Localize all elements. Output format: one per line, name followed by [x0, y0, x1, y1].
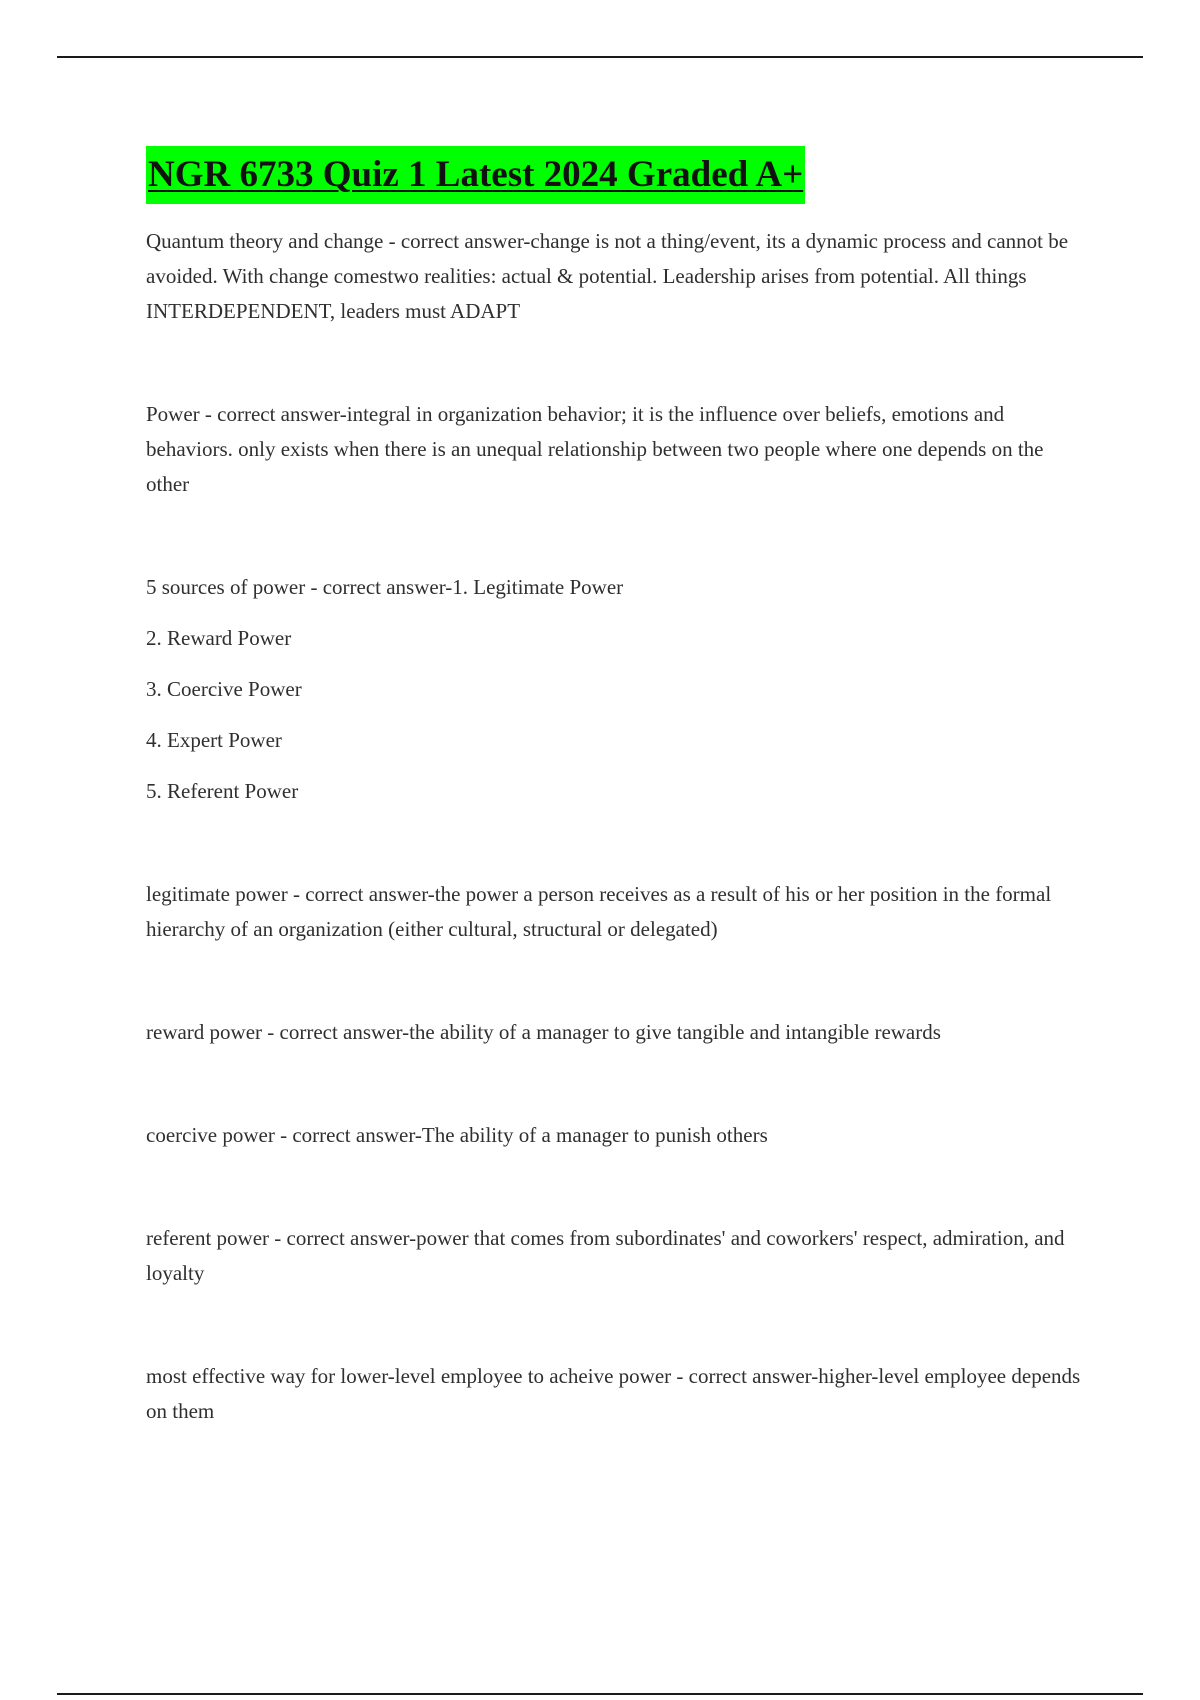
document-body [146, 146, 1086, 1429]
bottom-rule [57, 1693, 1143, 1695]
list-item: 3. Coercive Power [146, 677, 302, 701]
qa-entry-reward-power: reward power - correct answer-the ability of a manager to give tangible and intangible rewards [146, 1020, 941, 1044]
qa-entry-power: Power - correct answer-integral in organization behavior; it is the influence over beliefs, emotions and behaviors. only exists when there is an unequal relationship between two people where one depends on the other [146, 402, 1044, 496]
qa-entry-sources-of-power [146, 570, 1086, 809]
list-item: 2. Reward Power [146, 626, 292, 650]
qa-entry-sources-question: 5 sources of power - correct answer-1. Legitimate Power [146, 575, 624, 599]
qa-entry-legitimate-power: legitimate power - correct answer-the power a person receives as a result of his or her position in the formal hierarchy of an organization (either cultural, structural or delegated) [146, 882, 1052, 941]
document-title: NGR 6733 Quiz 1 Latest 2024 Graded A+ [146, 146, 805, 204]
qa-entry-coercive-power: coercive power - correct answer-The ability of a manager to punish others [146, 1123, 768, 1147]
qa-entry-quantum-theory: Quantum theory and change - correct answer-change is not a thing/event, its a dynamic process and cannot be avoided. With change comestwo realities: actual & potential. Leadership arises from potential. All things INTERDEPENDENT, leaders must ADAPT [146, 229, 1069, 323]
qa-entry-referent-power: referent power - correct answer-power that comes from subordinates' and coworkers' respect, admiration, and loyalty [146, 1226, 1065, 1285]
qa-entry-lower-level-employee-power: most effective way for lower-level employee to acheive power - correct answer-higher-level employee depends on them [146, 1364, 1081, 1423]
list-item: 4. Expert Power [146, 728, 282, 752]
top-rule [57, 56, 1143, 58]
list-item: 5. Referent Power [146, 779, 299, 803]
